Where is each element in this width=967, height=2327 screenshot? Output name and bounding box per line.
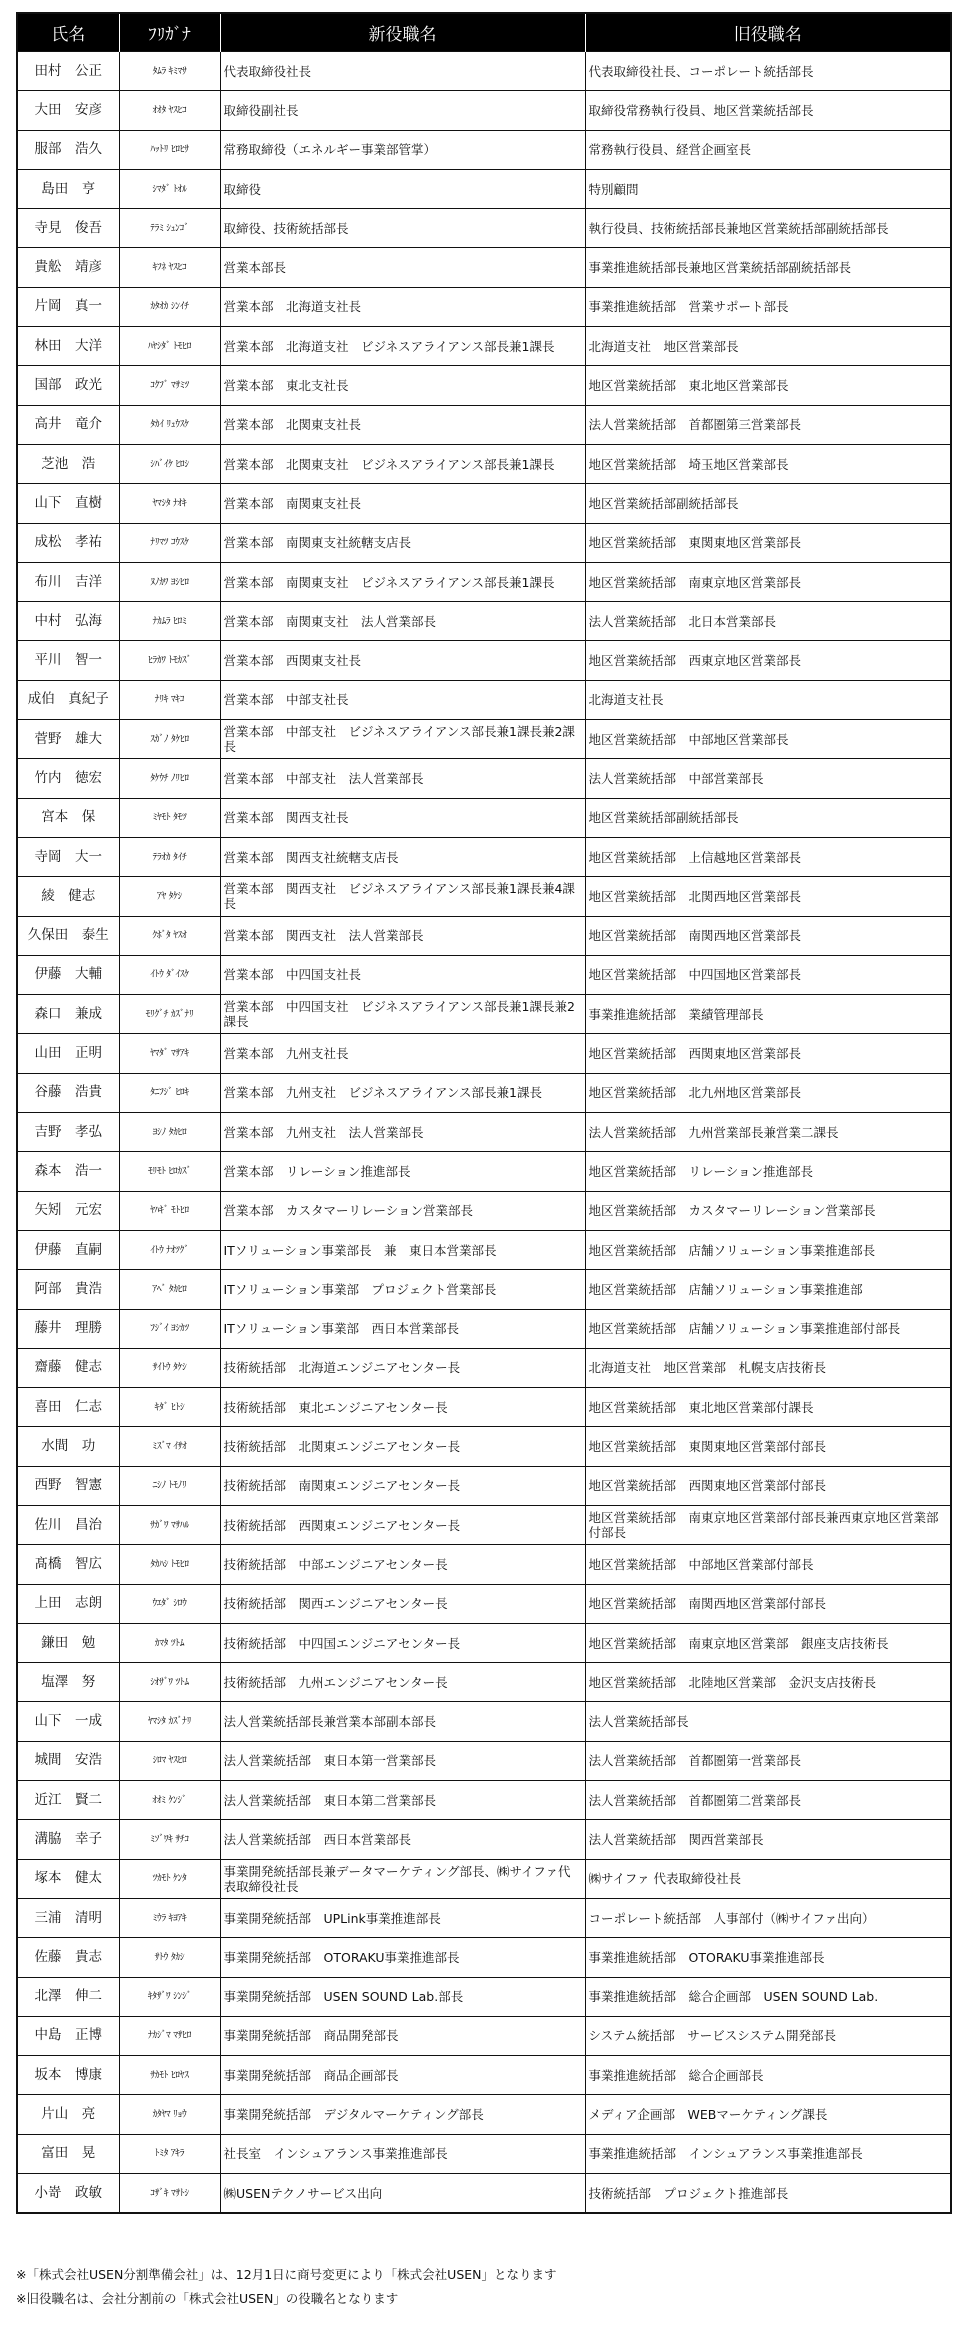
cell-name: 齋藤 健志 [17, 1348, 119, 1387]
cell-furigana: ｺｻﾞｷ ﾏｻﾄｼ [119, 2174, 220, 2214]
table-row [17, 1859, 951, 1898]
cell-new-title: 営業本部 西関東支社長 [220, 641, 585, 680]
cell-furigana: ｻﾄｳ ﾀｶｼ [119, 1938, 220, 1977]
cell-new-title: 営業本部 関西支社 法人営業部長 [220, 916, 585, 955]
cell-furigana: ｲﾄｳ ﾀﾞｲｽｹ [119, 955, 220, 994]
cell-old-title: 地区営業統括部 東北地区営業部付課長 [585, 1388, 951, 1427]
footnotes [16, 2263, 557, 2311]
cell-furigana: ｷﾀｻﾞﾜ ｼﾝｼﾞ [119, 1977, 220, 2016]
cell-old-title: 法人営業統括部 北日本営業部長 [585, 602, 951, 641]
table-row [17, 1348, 951, 1387]
table-row [17, 287, 951, 326]
cell-furigana: ﾄﾐﾀ ｱｷﾗ [119, 2134, 220, 2173]
cell-new-title: 営業本部 中四国支社 ビジネスアライアンス部長兼1課長兼2課長 [220, 995, 585, 1034]
cell-old-title: コーポレート統括部 人事部付（㈱サイファ出向） [585, 1898, 951, 1937]
cell-new-title: 営業本部 北関東支社 ビジネスアライアンス部長兼1課長 [220, 444, 585, 483]
cell-name: 大田 安彦 [17, 91, 119, 130]
footnote: ※旧役職名は、会社分割前の「株式会社USEN」の役職名となります [16, 2291, 399, 2306]
cell-name: 高井 竜介 [17, 405, 119, 444]
cell-furigana: ﾌｼﾞｲ ﾖｼｶﾂ [119, 1309, 220, 1348]
table-row [17, 1702, 951, 1741]
cell-old-title: 地区営業統括部副統括部長 [585, 484, 951, 523]
table-row [17, 1505, 951, 1544]
cell-old-title: 事業推進統括部 総合企画部長 [585, 2056, 951, 2095]
cell-new-title: 法人営業統括部 東日本第二営業部長 [220, 1781, 585, 1820]
table-body [17, 52, 951, 2214]
table-row [17, 169, 951, 208]
cell-old-title: 地区営業統括部 西関東地区営業部長 [585, 1034, 951, 1073]
table-row [17, 916, 951, 955]
cell-old-title: 地区営業統括部 店舗ソリューション事業推進部長 [585, 1230, 951, 1269]
cell-name: 成伯 真紀子 [17, 680, 119, 719]
cell-furigana: ｺｸﾌﾞ ﾏｻﾐﾂ [119, 366, 220, 405]
cell-name: 菅野 雄大 [17, 720, 119, 759]
cell-name: 山下 一成 [17, 1702, 119, 1741]
cell-furigana: ｱﾔ ﾀｹｼ [119, 877, 220, 916]
cell-name: 布川 吉洋 [17, 562, 119, 601]
cell-furigana: ｼｵｻﾞﾜ ﾂﾄﾑ [119, 1663, 220, 1702]
cell-name: 伊藤 直嗣 [17, 1230, 119, 1269]
table-row [17, 444, 951, 483]
cell-name: 林田 大洋 [17, 327, 119, 366]
cell-furigana: ｻｶﾞﾜ ﾏｻﾊﾙ [119, 1505, 220, 1544]
table-row [17, 1584, 951, 1623]
cell-old-title: 地区営業統括部 上信越地区営業部長 [585, 837, 951, 876]
table-row [17, 1898, 951, 1937]
cell-new-title: 営業本部 南関東支社長 [220, 484, 585, 523]
cell-new-title: ITソリューション事業部 プロジェクト営業部長 [220, 1270, 585, 1309]
cell-old-title: 法人営業統括部 関西営業部長 [585, 1820, 951, 1859]
cell-name: 阿部 貴浩 [17, 1270, 119, 1309]
cell-new-title: 営業本部 中部支社長 [220, 680, 585, 719]
cell-furigana: ﾇﾉｶﾜ ﾖｼﾋﾛ [119, 562, 220, 601]
table-row [17, 1938, 951, 1977]
cell-new-title: 営業本部 中部支社 法人営業部長 [220, 759, 585, 798]
table-row [17, 2016, 951, 2055]
table-row [17, 955, 951, 994]
cell-name: 綾 健志 [17, 877, 119, 916]
cell-new-title: 営業本部 中部支社 ビジネスアライアンス部長兼1課長兼2課長 [220, 720, 585, 759]
table-row [17, 366, 951, 405]
cell-new-title: 営業本部 中四国支社長 [220, 955, 585, 994]
table-row [17, 2095, 951, 2134]
cell-name: 竹内 徳宏 [17, 759, 119, 798]
cell-furigana: ﾐｳﾗ ｷﾖｱｷ [119, 1898, 220, 1937]
table-row [17, 91, 951, 130]
cell-name: 小嵜 政敏 [17, 2174, 119, 2214]
cell-furigana: ﾐｽﾞﾏ ｲｻｵ [119, 1427, 220, 1466]
cell-furigana: ﾀﾑﾗ ｷﾐﾏｻ [119, 52, 220, 91]
table-row [17, 484, 951, 523]
cell-old-title: 法人営業統括部長 [585, 1702, 951, 1741]
cell-furigana: ﾂｶﾓﾄ ｹﾝﾀ [119, 1859, 220, 1898]
table-row [17, 1820, 951, 1859]
cell-old-title: システム統括部 サービスシステム開発部長 [585, 2016, 951, 2055]
cell-old-title: 執行役員、技術統括部長兼地区営業統括部副統括部長 [585, 209, 951, 248]
cell-old-title: 事業推進統括部 業績管理部長 [585, 995, 951, 1034]
cell-name: 喜田 仁志 [17, 1388, 119, 1427]
cell-new-title: 営業本部 カスタマーリレーション営業部長 [220, 1191, 585, 1230]
header-name: 氏名 [17, 13, 119, 52]
cell-furigana: ﾅｶｼﾞﾏ ﾏｻﾋﾛ [119, 2016, 220, 2055]
cell-old-title: 地区営業統括部 埼玉地区営業部長 [585, 444, 951, 483]
cell-new-title: 法人営業統括部長兼営業本部副本部長 [220, 1702, 585, 1741]
cell-old-title: 地区営業統括部 中部地区営業部長 [585, 720, 951, 759]
cell-old-title: 技術統括部 プロジェクト推進部長 [585, 2174, 951, 2214]
table-row [17, 1623, 951, 1662]
footnote: ※「株式会社USEN分割準備会社」は、12月1日に商号変更により「株式会社USEN」となります [16, 2267, 557, 2282]
cell-name: 佐川 昌治 [17, 1505, 119, 1544]
cell-furigana: ｷﾌﾈ ﾔｽﾋｺ [119, 248, 220, 287]
cell-name: 吉野 孝弘 [17, 1113, 119, 1152]
cell-name: 森口 兼成 [17, 995, 119, 1034]
table-row [17, 1545, 951, 1584]
cell-old-title: 地区営業統括部 北陸地区営業部 金沢支店技術長 [585, 1663, 951, 1702]
cell-old-title: 地区営業統括部 西関東地区営業部付部長 [585, 1466, 951, 1505]
cell-furigana: ﾃﾗｵｶ ﾀｲﾁ [119, 837, 220, 876]
table-row [17, 877, 951, 916]
cell-name: 芝池 浩 [17, 444, 119, 483]
cell-name: 塩澤 努 [17, 1663, 119, 1702]
cell-new-title: 技術統括部 東北エンジニアセンター長 [220, 1388, 585, 1427]
table-row [17, 995, 951, 1034]
cell-new-title: 事業開発統括部 UPLink事業推進部長 [220, 1898, 585, 1937]
table-row [17, 1191, 951, 1230]
cell-name: 溝脇 幸子 [17, 1820, 119, 1859]
cell-name: 北澤 伸二 [17, 1977, 119, 2016]
cell-old-title: 事業推進統括部 インシュアランス事業推進部長 [585, 2134, 951, 2173]
cell-furigana: ﾋﾗｶﾜ ﾄﾓｶｽﾞ [119, 641, 220, 680]
cell-old-title: 地区営業統括部 西東京地区営業部長 [585, 641, 951, 680]
table-header [17, 13, 951, 52]
cell-old-title: 地区営業統括部 東関東地区営業部長 [585, 523, 951, 562]
cell-new-title: 事業開発統括部 USEN SOUND Lab.部長 [220, 1977, 585, 2016]
cell-furigana: ｻｶﾓﾄ ﾋﾛﾔｽ [119, 2056, 220, 2095]
cell-new-title: 技術統括部 西関東エンジニアセンター長 [220, 1505, 585, 1544]
cell-furigana: ﾊﾔｼﾀﾞ ﾄﾓﾋﾛ [119, 327, 220, 366]
cell-furigana: ﾔﾏｼﾀ ｶｽﾞﾅﾘ [119, 1702, 220, 1741]
cell-new-title: 営業本部 南関東支社 法人営業部長 [220, 602, 585, 641]
cell-name: 中村 弘海 [17, 602, 119, 641]
cell-furigana: ﾐｿﾞﾜｷ ｻﾁｺ [119, 1820, 220, 1859]
cell-furigana: ﾔﾏﾀﾞ ﾏｻｱｷ [119, 1034, 220, 1073]
cell-name: 髙橋 智広 [17, 1545, 119, 1584]
table-row [17, 2056, 951, 2095]
cell-old-title: 北海道支社 地区営業部 札幌支店技術長 [585, 1348, 951, 1387]
cell-new-title: 営業本部 関西支社 ビジネスアライアンス部長兼1課長兼4課長 [220, 877, 585, 916]
cell-name: 寺見 俊吾 [17, 209, 119, 248]
cell-furigana: ｼﾛﾏ ﾔｽﾋﾛ [119, 1741, 220, 1780]
cell-new-title: 技術統括部 南関東エンジニアセンター長 [220, 1466, 585, 1505]
cell-new-title: 営業本部 南関東支社統轄支店長 [220, 523, 585, 562]
cell-old-title: 地区営業統括部 リレーション推進部長 [585, 1152, 951, 1191]
cell-old-title: 北海道支社 地区営業部長 [585, 327, 951, 366]
cell-furigana: ｱﾍﾞ ﾀｶﾋﾛ [119, 1270, 220, 1309]
table-row [17, 1309, 951, 1348]
cell-old-title: 地区営業統括部 南東京地区営業部付部長兼西東京地区営業部付部長 [585, 1505, 951, 1544]
cell-old-title: 地区営業統括部 南関西地区営業部付部長 [585, 1584, 951, 1623]
cell-furigana: ｳｴﾀﾞ ｼﾛｳ [119, 1584, 220, 1623]
cell-name: 服部 浩久 [17, 130, 119, 169]
table-row [17, 798, 951, 837]
cell-furigana: ﾓﾘｸﾞﾁ ｶｽﾞﾅﾘ [119, 995, 220, 1034]
cell-furigana: ｶﾀﾔﾏ ﾘｮｳ [119, 2095, 220, 2134]
table-row [17, 2134, 951, 2173]
table-row [17, 248, 951, 287]
cell-name: 富田 晃 [17, 2134, 119, 2173]
table-row [17, 130, 951, 169]
table-row [17, 680, 951, 719]
table-row [17, 1427, 951, 1466]
cell-furigana: ﾖｼﾉ ﾀｶﾋﾛ [119, 1113, 220, 1152]
cell-name: 塚本 健太 [17, 1859, 119, 1898]
cell-name: 山下 直樹 [17, 484, 119, 523]
cell-name: 島田 亨 [17, 169, 119, 208]
table-row [17, 523, 951, 562]
cell-old-title: 地区営業統括部 東関東地区営業部付部長 [585, 1427, 951, 1466]
cell-furigana: ｵｵﾀ ﾔｽﾋｺ [119, 91, 220, 130]
cell-new-title: ITソリューション事業部 西日本営業部長 [220, 1309, 585, 1348]
cell-new-title: ㈱USENテクノサービス出向 [220, 2174, 585, 2214]
cell-name: 城間 安浩 [17, 1741, 119, 1780]
cell-furigana: ｲﾄｳ ﾅｵﾂｸﾞ [119, 1230, 220, 1269]
cell-furigana: ﾊｯﾄﾘ ﾋﾛﾋｻ [119, 130, 220, 169]
cell-new-title: 事業開発統括部 商品開発部長 [220, 2016, 585, 2055]
cell-old-title: 地区営業統括部 北関西地区営業部長 [585, 877, 951, 916]
cell-furigana: ｼﾊﾞｲｹ ﾋﾛｼ [119, 444, 220, 483]
cell-furigana: ﾅﾘﾏﾂ ｺｳｽｹ [119, 523, 220, 562]
cell-old-title: 地区営業統括部 店舗ソリューション事業推進部 [585, 1270, 951, 1309]
table-row [17, 52, 951, 91]
cell-furigana: ﾀｶﾊｼ ﾄﾓﾋﾛ [119, 1545, 220, 1584]
cell-old-title: 地区営業統括部 中部地区営業部付部長 [585, 1545, 951, 1584]
table-row [17, 1741, 951, 1780]
cell-name: 中島 正博 [17, 2016, 119, 2055]
cell-name: 森本 浩一 [17, 1152, 119, 1191]
cell-old-title: 事業推進統括部 営業サポート部長 [585, 287, 951, 326]
cell-furigana: ｷﾀﾞ ﾋﾄｼ [119, 1388, 220, 1427]
cell-name: 成松 孝祐 [17, 523, 119, 562]
cell-name: 宮本 保 [17, 798, 119, 837]
cell-old-title: メディア企画部 WEBマーケティング課長 [585, 2095, 951, 2134]
cell-furigana: ｶﾏﾀ ﾂﾄﾑ [119, 1623, 220, 1662]
cell-furigana: ﾅﾘｷ ﾏｷｺ [119, 680, 220, 719]
cell-old-title: 法人営業統括部 中部営業部長 [585, 759, 951, 798]
table-row [17, 759, 951, 798]
cell-new-title: 社長室 インシュアランス事業推進部長 [220, 2134, 585, 2173]
table-row [17, 720, 951, 759]
cell-new-title: 事業開発統括部 デジタルマーケティング部長 [220, 2095, 585, 2134]
cell-new-title: 営業本部 北関東支社長 [220, 405, 585, 444]
table-row [17, 1977, 951, 2016]
cell-name: 水間 功 [17, 1427, 119, 1466]
cell-new-title: 営業本部 関西支社長 [220, 798, 585, 837]
table-row [17, 1073, 951, 1112]
table-row [17, 209, 951, 248]
cell-old-title: 地区営業統括部 南東京地区営業部長 [585, 562, 951, 601]
cell-name: 上田 志朗 [17, 1584, 119, 1623]
cell-new-title: 営業本部 九州支社長 [220, 1034, 585, 1073]
cell-old-title: 事業推進統括部長兼地区営業統括部副統括部長 [585, 248, 951, 287]
cell-furigana: ｻｲﾄｳ ﾀｹｼ [119, 1348, 220, 1387]
cell-name: 近江 賢二 [17, 1781, 119, 1820]
cell-old-title: 北海道支社長 [585, 680, 951, 719]
cell-name: 谷藤 浩貴 [17, 1073, 119, 1112]
table-row [17, 405, 951, 444]
table-row [17, 1388, 951, 1427]
table-row [17, 1781, 951, 1820]
cell-new-title: 取締役副社長 [220, 91, 585, 130]
cell-furigana: ﾓﾘﾓﾄ ﾋﾛｶｽﾞ [119, 1152, 220, 1191]
cell-new-title: 営業本部 九州支社 ビジネスアライアンス部長兼1課長 [220, 1073, 585, 1112]
cell-name: 片岡 真一 [17, 287, 119, 326]
cell-name: 矢矧 元宏 [17, 1191, 119, 1230]
cell-new-title: 営業本部 北海道支社 ビジネスアライアンス部長兼1課長 [220, 327, 585, 366]
cell-furigana: ｶﾀｵｶ ｼﾝｲﾁ [119, 287, 220, 326]
cell-furigana: ｸﾎﾞﾀ ﾔｽｵ [119, 916, 220, 955]
cell-furigana: ﾆｼﾉ ﾄﾓﾉﾘ [119, 1466, 220, 1505]
cell-old-title: 法人営業統括部 九州営業部長兼営業二課長 [585, 1113, 951, 1152]
cell-new-title: ITソリューション事業部長 兼 東日本営業部長 [220, 1230, 585, 1269]
cell-new-title: 営業本部 東北支社長 [220, 366, 585, 405]
cell-old-title: 地区営業統括部 南関西地区営業部長 [585, 916, 951, 955]
cell-old-title: 地区営業統括部副統括部長 [585, 798, 951, 837]
table-row [17, 641, 951, 680]
cell-old-title: 事業推進統括部 総合企画部 USEN SOUND Lab. [585, 1977, 951, 2016]
cell-new-title: 技術統括部 北海道エンジニアセンター長 [220, 1348, 585, 1387]
cell-furigana: ﾀｶｲ ﾘｭｳｽｹ [119, 405, 220, 444]
cell-new-title: 営業本部 南関東支社 ビジネスアライアンス部長兼1課長 [220, 562, 585, 601]
cell-furigana: ﾀﾆﾌｼﾞ ﾋﾛｷ [119, 1073, 220, 1112]
cell-furigana: ｼﾏﾀﾞ ﾄｵﾙ [119, 169, 220, 208]
table-row [17, 2174, 951, 2214]
cell-name: 藤井 理勝 [17, 1309, 119, 1348]
cell-new-title: 営業本部長 [220, 248, 585, 287]
cell-name: 片山 亮 [17, 2095, 119, 2134]
cell-name: 佐藤 貴志 [17, 1938, 119, 1977]
cell-name: 伊藤 大輔 [17, 955, 119, 994]
cell-name: 山田 正明 [17, 1034, 119, 1073]
cell-new-title: 営業本部 北海道支社長 [220, 287, 585, 326]
cell-new-title: 事業開発統括部 OTORAKU事業推進部長 [220, 1938, 585, 1977]
cell-old-title: 特別顧問 [585, 169, 951, 208]
cell-new-title: 常務取締役（エネルギー事業部管掌） [220, 130, 585, 169]
cell-new-title: 営業本部 九州支社 法人営業部長 [220, 1113, 585, 1152]
cell-old-title: 地区営業統括部 南東京地区営業部 銀座支店技術長 [585, 1623, 951, 1662]
cell-new-title: 技術統括部 中四国エンジニアセンター長 [220, 1623, 585, 1662]
table-row [17, 1152, 951, 1191]
cell-old-title: 事業推進統括部 OTORAKU事業推進部長 [585, 1938, 951, 1977]
cell-new-title: 技術統括部 中部エンジニアセンター長 [220, 1545, 585, 1584]
cell-name: 三浦 清明 [17, 1898, 119, 1937]
table-row [17, 1113, 951, 1152]
personnel-changes-table [16, 12, 952, 2214]
cell-old-title: 常務執行役員、経営企画室長 [585, 130, 951, 169]
cell-furigana: ﾐﾔﾓﾄ ﾀﾓﾂ [119, 798, 220, 837]
header-new-title: 新役職名 [220, 13, 585, 52]
cell-new-title: 技術統括部 関西エンジニアセンター長 [220, 1584, 585, 1623]
cell-name: 貴舩 靖彦 [17, 248, 119, 287]
cell-old-title: 地区営業統括部 中四国地区営業部長 [585, 955, 951, 994]
cell-new-title: 法人営業統括部 東日本第一営業部長 [220, 1741, 585, 1780]
cell-name: 寺岡 大一 [17, 837, 119, 876]
cell-new-title: 事業開発統括部 商品企画部長 [220, 2056, 585, 2095]
cell-name: 久保田 泰生 [17, 916, 119, 955]
cell-old-title: 法人営業統括部 首都圏第二営業部長 [585, 1781, 951, 1820]
cell-new-title: 事業開発統括部長兼データマーケティング部長、㈱サイファ代表取締役社長 [220, 1859, 585, 1898]
cell-furigana: ﾔﾏｼﾀ ﾅｵｷ [119, 484, 220, 523]
cell-furigana: ｵｵﾐ ｹﾝｼﾞ [119, 1781, 220, 1820]
cell-old-title: 代表取締役社長、コーポレート統括部長 [585, 52, 951, 91]
table-row [17, 1466, 951, 1505]
table-row [17, 1034, 951, 1073]
cell-name: 田村 公正 [17, 52, 119, 91]
table-row [17, 327, 951, 366]
header-old-title: 旧役職名 [585, 13, 951, 52]
cell-old-title: 地区営業統括部 東北地区営業部長 [585, 366, 951, 405]
cell-name: 平川 智一 [17, 641, 119, 680]
cell-old-title: 法人営業統括部 首都圏第一営業部長 [585, 1741, 951, 1780]
table-row [17, 1663, 951, 1702]
cell-name: 坂本 博康 [17, 2056, 119, 2095]
cell-old-title: 法人営業統括部 首都圏第三営業部長 [585, 405, 951, 444]
cell-new-title: 営業本部 関西支社統轄支店長 [220, 837, 585, 876]
cell-new-title: 取締役、技術統括部長 [220, 209, 585, 248]
cell-furigana: ﾔﾊｷﾞ ﾓﾄﾋﾛ [119, 1191, 220, 1230]
cell-new-title: 取締役 [220, 169, 585, 208]
cell-new-title: 技術統括部 北関東エンジニアセンター長 [220, 1427, 585, 1466]
cell-name: 鎌田 勉 [17, 1623, 119, 1662]
cell-old-title: 地区営業統括部 カスタマーリレーション営業部長 [585, 1191, 951, 1230]
table-row [17, 837, 951, 876]
cell-new-title: 技術統括部 九州エンジニアセンター長 [220, 1663, 585, 1702]
table-row [17, 602, 951, 641]
cell-name: 西野 智憲 [17, 1466, 119, 1505]
cell-furigana: ﾅｶﾑﾗ ﾋﾛﾐ [119, 602, 220, 641]
cell-old-title: ㈱サイファ 代表取締役社長 [585, 1859, 951, 1898]
table-row [17, 562, 951, 601]
cell-furigana: ﾃﾗﾐ ｼｭﾝｺﾞ [119, 209, 220, 248]
cell-new-title: 営業本部 リレーション推進部長 [220, 1152, 585, 1191]
cell-furigana: ﾀｹｳﾁ ﾉﾘﾋﾛ [119, 759, 220, 798]
cell-old-title: 地区営業統括部 北九州地区営業部長 [585, 1073, 951, 1112]
cell-furigana: ｽｶﾞﾉ ﾀｹﾋﾛ [119, 720, 220, 759]
cell-new-title: 法人営業統括部 西日本営業部長 [220, 1820, 585, 1859]
cell-old-title: 取締役常務執行役員、地区営業統括部長 [585, 91, 951, 130]
cell-old-title: 地区営業統括部 店舗ソリューション事業推進部付部長 [585, 1309, 951, 1348]
header-row [17, 13, 951, 52]
table-row [17, 1270, 951, 1309]
header-furigana: ﾌﾘｶﾞﾅ [119, 13, 220, 52]
cell-name: 国部 政光 [17, 366, 119, 405]
table-row [17, 1230, 951, 1269]
cell-new-title: 代表取締役社長 [220, 52, 585, 91]
